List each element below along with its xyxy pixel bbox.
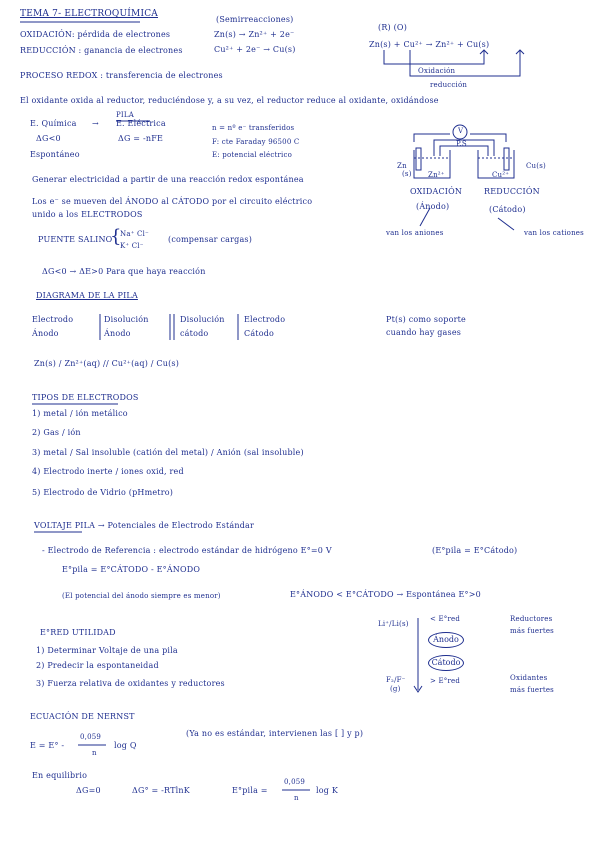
diagram-col2-bottom: Ánodo xyxy=(104,329,131,338)
voltaje-heading: VOLTAJE PILA → Potenciales de Electrodo Estándar xyxy=(34,521,255,530)
spontaneity-rule: E°ÁNODO < E°CÁTODO → Espontánea E°>0 xyxy=(290,590,481,599)
tipos-item-1: 1) metal / ión metálico xyxy=(32,409,128,418)
diagram-col4-top: Electrodo xyxy=(244,315,286,324)
redox-line: PROCESO REDOX : transferencia de electrones xyxy=(20,71,223,80)
cu-electrode-label: Cu(s) xyxy=(526,162,546,170)
tipos-item-3: 3) metal / Sal insoluble (catión del metal) / Anión (sal insoluble) xyxy=(32,448,304,457)
ered-oxidantes-2: más fuertes xyxy=(510,686,554,694)
catodo-label: (Cátodo) xyxy=(489,205,526,214)
voltmeter-label: V xyxy=(458,127,464,135)
oxidacion-label: OXIDACIÓN xyxy=(410,187,463,196)
ref-electrode-line: - Electrodo de Referencia : electrodo estándar de hidrógeno E°=0 V xyxy=(42,546,332,555)
tipos-item-4: 4) Electrodo inerte / iones oxid, red xyxy=(32,467,184,476)
zn-electrode-label: Zn xyxy=(397,162,407,170)
electrons-line-2: unido a los ELECTRODOS xyxy=(32,210,143,219)
puente-line-1: Na⁺ Cl⁻ xyxy=(120,230,149,238)
ered-bottom-potential: > E°red xyxy=(430,677,461,685)
diagram-col3-bottom: cátodo xyxy=(180,329,209,338)
puente-label: PUENTE SALINO xyxy=(38,235,113,244)
ered-reductores-2: más fuertes xyxy=(510,627,554,635)
f-definition: F: cte Faraday 96500 C xyxy=(212,138,300,146)
nernst-eq-right: log Q xyxy=(114,741,137,750)
equilibrio-logk: log K xyxy=(316,786,339,795)
tipos-item-5: 5) Electrodo de Vidrio (pHmetro) xyxy=(32,488,174,497)
cycle-reduction: reducción xyxy=(430,81,468,89)
pt-note-2: cuando hay gases xyxy=(386,328,462,337)
nernst-heading: ECUACIÓN DE NERNST xyxy=(30,712,135,721)
electrons-line-1: Los e⁻ se mueven del ÁNODO al CÁTODO por el circuito eléctrico xyxy=(32,197,313,206)
aniones-arrow xyxy=(420,208,430,226)
ref-electrode-eq: (E°pila = E°Cátodo) xyxy=(432,546,518,555)
pt-note-1: Pt(s) como soporte xyxy=(386,315,466,324)
left-beaker xyxy=(414,150,450,178)
diagram-col4-bottom: Cátodo xyxy=(244,329,275,338)
equilibrio-denominator: n xyxy=(294,794,299,802)
tipos-item-2: 2) Gas / ión xyxy=(32,428,81,437)
reduccion-label: REDUCCIÓN xyxy=(484,187,540,196)
ered-bottom-state: (g) xyxy=(390,685,401,693)
reduction-eq: Cu²⁺ + 2e⁻ → Cu(s) xyxy=(214,45,296,54)
zn-electrode-state: (s) xyxy=(402,170,412,178)
cationes-arrow xyxy=(498,218,514,230)
puente-note: (compensar cargas) xyxy=(168,235,253,244)
anodo-note: (El potencial del ánodo siempre es menor) xyxy=(62,592,221,600)
nernst-note: (Ya no es estándar, intervienen las [ ] y p) xyxy=(186,729,364,738)
equilibrio-dg-eq: ΔG° = -RTlnK xyxy=(132,786,190,795)
diagrama-heading: DIAGRAMA DE LA PILA xyxy=(36,291,138,300)
cycle-equation: Zn(s) + Cu²⁺ → Zn²⁺ + Cu(s) xyxy=(369,40,490,49)
equilibrio-label: En equilibrio xyxy=(32,771,88,780)
equilibrio-epila: E°pila = xyxy=(232,786,268,795)
ered-item-2: 2) Predecir la espontaneidad xyxy=(36,661,159,670)
ered-heading: E°RED UTILIDAD xyxy=(40,628,116,637)
nernst-denominator: n xyxy=(92,749,97,757)
nernst-numerator: 0,059 xyxy=(80,733,102,741)
puente-line-2: K⁺ Cl⁻ xyxy=(120,242,144,250)
equilibrio-dg0: ΔG=0 xyxy=(76,786,101,795)
voltmeter-circle xyxy=(453,125,467,139)
pila-label: PILA xyxy=(116,111,134,119)
pila-dg: ΔG<0 xyxy=(36,134,61,143)
equilibrio-numerator: 0,059 xyxy=(284,778,306,786)
semi-title: (Semirreacciones) xyxy=(216,15,294,24)
generar-line: Generar electricidad a partir de una reacción redox espontánea xyxy=(32,175,304,184)
oxidante-line: El oxidante oxida al reductor, reduciéndose y, a su vez, el reductor reduce al oxidante, oxidándose xyxy=(20,96,439,105)
salt-bridge-outer xyxy=(434,140,494,156)
oxidation-def: OXIDACIÓN: pérdida de electrones xyxy=(20,30,171,39)
ered-oxidantes: Oxidantes xyxy=(510,674,548,682)
cycle-labels: (R) (O) xyxy=(378,23,408,32)
diagram-col1-top: Electrodo xyxy=(32,315,74,324)
cu-ion-label: Cu²⁺ xyxy=(492,171,510,179)
pila-dg-eq: ΔG = -nFE xyxy=(118,134,164,143)
aniones-note: van los aniones xyxy=(386,229,444,237)
reduction-bracket xyxy=(410,50,520,76)
pila-electrica: E. Eléctrica xyxy=(116,119,166,128)
ered-item-3: 3) Fuerza relativa de oxidantes y reductores xyxy=(36,679,225,688)
diagram-col2-top: Disolución xyxy=(104,315,149,324)
left-wire xyxy=(414,134,450,142)
pila-espontaneo: Espontáneo xyxy=(30,150,80,159)
zn-electrode xyxy=(416,148,421,170)
e-definition: E: potencial eléctrico xyxy=(212,151,293,159)
anodo-label: (Ánodo) xyxy=(416,202,450,211)
zn-ion-label: Zn²⁺ xyxy=(428,171,445,179)
right-wire xyxy=(470,134,506,142)
ered-bottom-couple: F₂/F⁻ xyxy=(386,676,406,684)
puente-brace: { xyxy=(110,226,122,247)
epila-eq: E°pila = E°CÁTODO - E°ÁNODO xyxy=(62,565,201,574)
n-definition: n = nº e⁻ transferidos xyxy=(212,124,295,132)
diagram-example: Zn(s) / Zn²⁺(aq) // Cu²⁺(aq) / Cu(s) xyxy=(34,359,180,368)
reduction-def: REDUCCIÓN : ganancia de electrones xyxy=(20,46,183,55)
page-title: TEMA 7- ELECTROQUÍMICA xyxy=(20,9,159,19)
salt-bridge-inner xyxy=(440,146,488,156)
oxidation-bracket xyxy=(384,50,484,64)
cationes-note: van los cationes xyxy=(524,229,584,237)
cycle-oxidation: Oxidación xyxy=(418,67,456,75)
ered-reductores: Reductores xyxy=(510,615,553,623)
pila-arrow: → xyxy=(92,119,99,128)
dg-line: ΔG<0 → ΔE>0 Para que haya reacción xyxy=(42,267,206,276)
nernst-eq-left: E = E° - xyxy=(30,741,65,750)
catodo-oval: Cátodo xyxy=(428,655,464,671)
tipos-heading: TIPOS DE ELECTRODOS xyxy=(32,393,139,402)
ered-top-couple: Li⁺/Li(s) xyxy=(378,620,409,628)
cu-electrode xyxy=(504,148,509,170)
anodo-oval: Ánodo xyxy=(428,632,464,648)
oxidation-eq: Zn(s) → Zn²⁺ + 2e⁻ xyxy=(214,30,295,39)
ered-top-potential: < E°red xyxy=(430,615,461,623)
diagram-col1-bottom: Ánodo xyxy=(32,329,59,338)
salt-bridge-label: P.S xyxy=(456,140,467,148)
diagram-col3-top: Disolución xyxy=(180,315,225,324)
pila-quimica: E. Química xyxy=(30,119,77,128)
ered-item-1: 1) Determinar Voltaje de una pila xyxy=(36,646,178,655)
